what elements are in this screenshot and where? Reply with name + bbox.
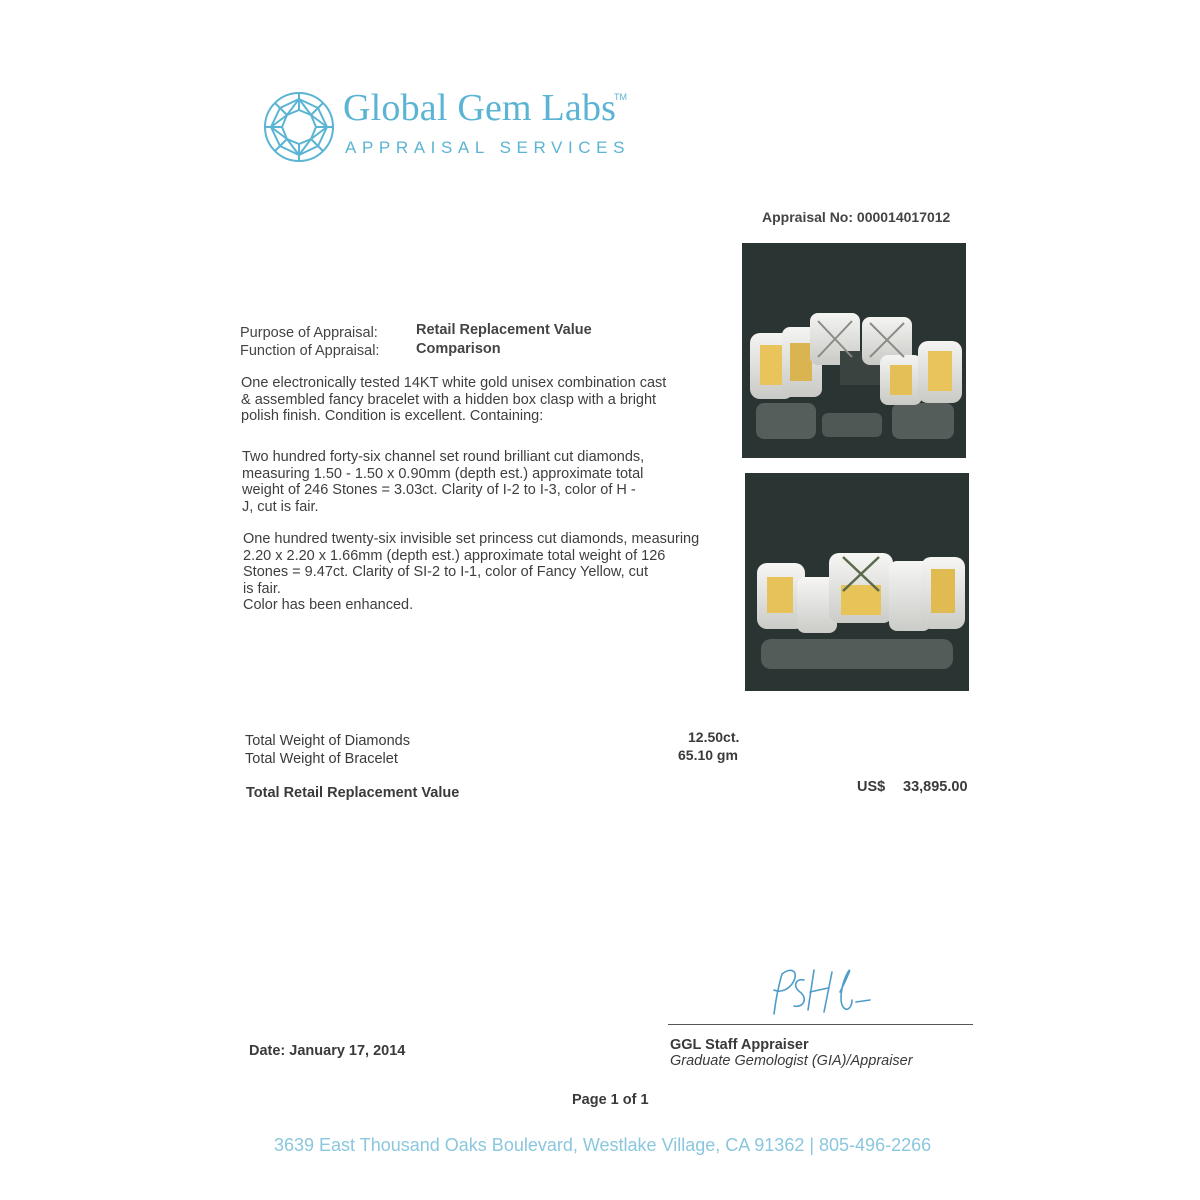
signature-line [668, 1024, 973, 1025]
diamond-icon [262, 90, 336, 164]
round-diamonds-line: J, cut is fair. [242, 498, 319, 515]
appraiser-title: Graduate Gemologist (GIA)/Appraiser [670, 1053, 913, 1069]
bracelet-photo-bottom [745, 473, 969, 691]
company-subtitle: APPRAISAL SERVICES [345, 138, 631, 157]
purpose-label: Purpose of Appraisal: [240, 325, 378, 341]
round-diamonds-line: Two hundred forty-six channel set round brilliant cut diamonds, [242, 449, 645, 465]
princess-diamonds-line: is fair. [243, 580, 281, 597]
footer-address: 3639 East Thousand Oaks Boulevard, Westlake Village, CA 91362 | 805-496-2266 [274, 1135, 932, 1155]
description-line: & assembled fancy bracelet with a hidden box clasp with a bright [241, 391, 657, 408]
princess-diamonds-description [243, 531, 699, 614]
round-diamonds-description [242, 449, 644, 515]
total-diamond-weight-label: Total Weight of Diamonds [245, 733, 410, 749]
description-line: One electronically tested 14KT white gold unisex combination cast [241, 375, 667, 391]
total-value-label: Total Retail Replacement Value [246, 785, 460, 801]
princess-diamonds-line: One hundred twenty-six invisible set princess cut diamonds, measuring [243, 531, 700, 547]
appraisal-number: Appraisal No: 000014017012 [762, 209, 951, 225]
bracelet-photo-top [742, 243, 966, 458]
round-diamonds-line: weight of 246 Stones = 3.03ct. Clarity of I-2 to I-3, color of H - [242, 482, 636, 498]
total-bracelet-weight-label: Total Weight of Bracelet [245, 751, 398, 767]
signature [752, 962, 882, 1020]
round-diamonds-line: measuring 1.50 - 1.50 x 0.90mm (depth est.) approximate total [242, 465, 644, 482]
total-value-currency: US$ [857, 779, 886, 795]
princess-diamonds-line: Color has been enhanced. [243, 597, 414, 613]
appraiser-name: GGL Staff Appraiser [670, 1037, 809, 1053]
princess-diamonds-line: 2.20 x 2.20 x 1.66mm (depth est.) approximate total weight of 126 [243, 547, 666, 564]
total-value-amount: 33,895.00 [903, 779, 968, 795]
total-bracelet-weight-value: 65.10 gm [678, 747, 738, 763]
trademark: TM [614, 92, 627, 102]
description-line: polish finish. Condition is excellent. Containing: [241, 408, 544, 424]
princess-diamonds-line: Stones = 9.47ct. Clarity of SI-2 to I-1, color of Fancy Yellow, cut [243, 564, 648, 580]
appraisal-date: Date: January 17, 2014 [249, 1043, 406, 1059]
page-number: Page 1 of 1 [572, 1092, 649, 1108]
company-name: Global Gem Labs [343, 87, 617, 129]
purpose-value: Retail Replacement Value [416, 322, 592, 338]
total-diamond-weight-value: 12.50ct. [688, 729, 740, 745]
function-label: Function of Appraisal: [240, 343, 380, 359]
item-description [241, 375, 666, 425]
function-value: Comparison [416, 341, 501, 357]
